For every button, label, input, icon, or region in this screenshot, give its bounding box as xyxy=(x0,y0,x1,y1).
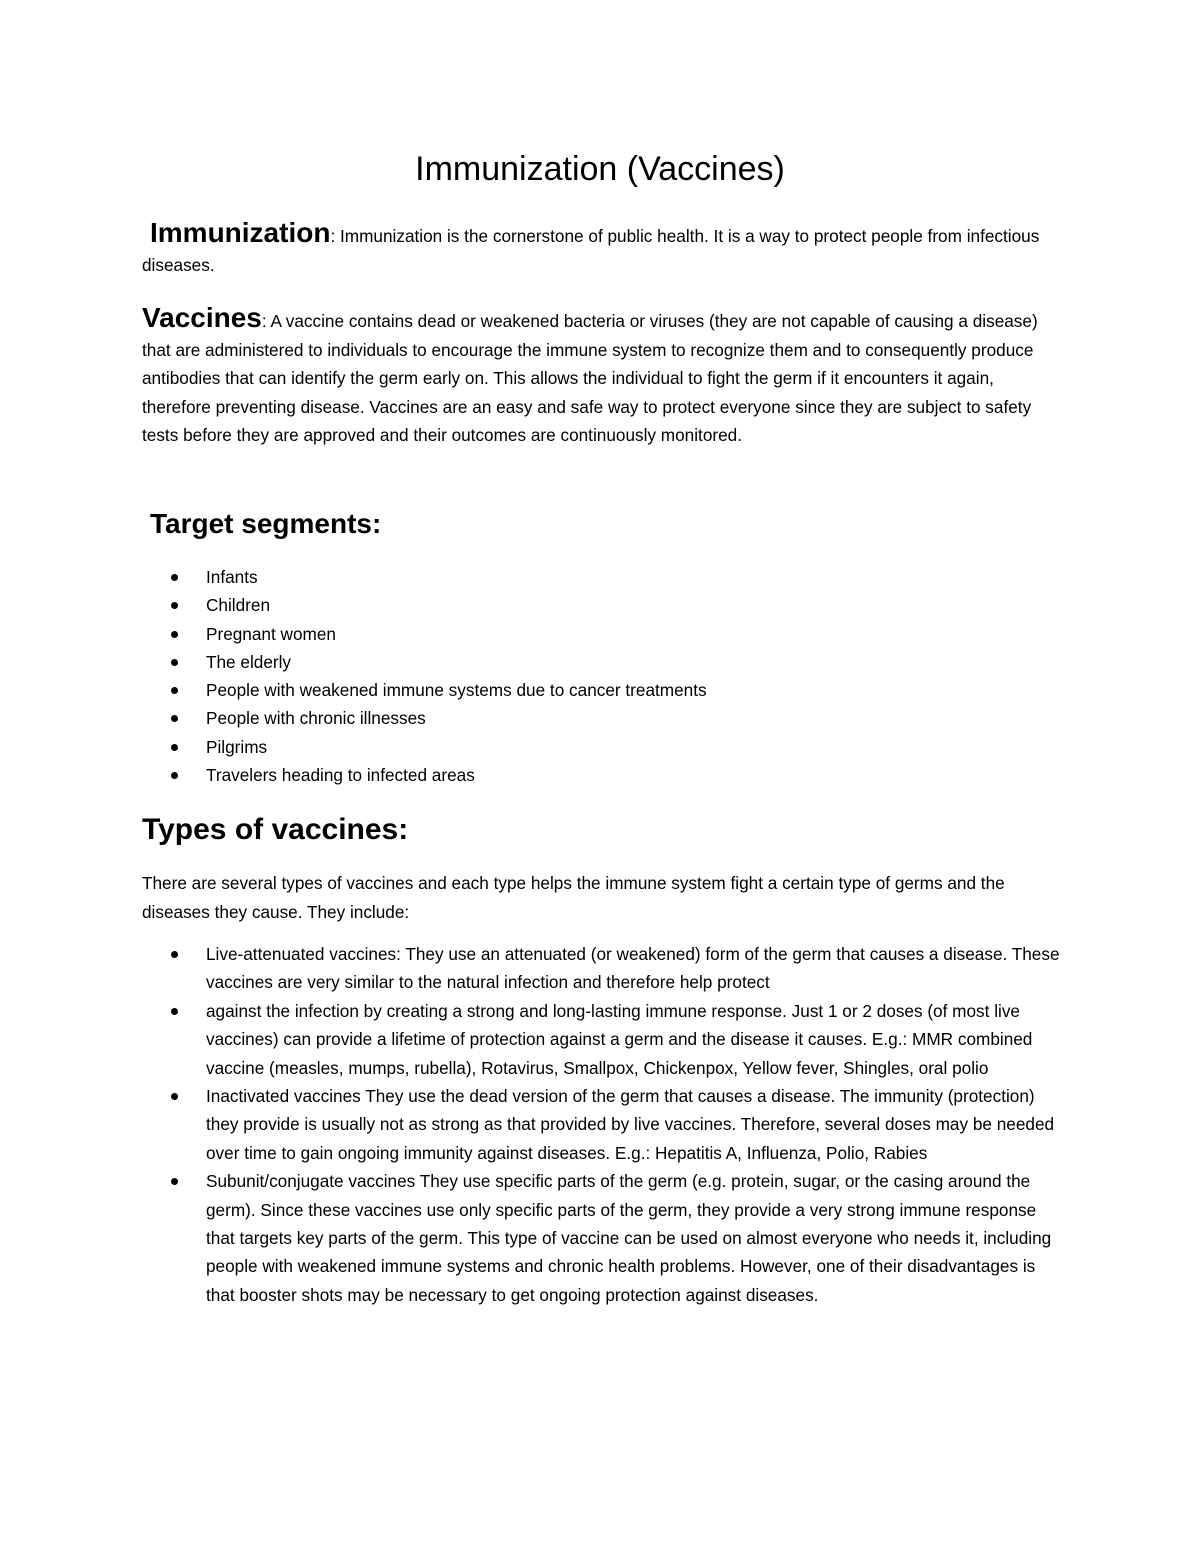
bullet-icon xyxy=(171,574,178,581)
target-segments-heading: Target segments: xyxy=(150,508,382,539)
bullet-icon xyxy=(171,744,178,751)
bullet-icon xyxy=(171,1178,178,1185)
list-item: Subunit/conjugate vaccines They use specific parts of the germ (e.g. protein, sugar, or the casing around the germ). Since these vaccines use only specific parts of the germ, they provide a very strong immune response that targets key parts of the germ. This type of vaccine can be used on almost everyone who needs it, including people with weakened immune systems and chronic health problems. However, one of their disadvantages is that booster shots may be necessary to get ongoing protection against diseases. xyxy=(142,1167,1062,1309)
bullet-icon xyxy=(171,687,178,694)
vaccines-term: Vaccines xyxy=(142,302,262,333)
list-item: The elderly xyxy=(142,648,1062,676)
list-item: against the infection by creating a strong and long-lasting immune response. Just 1 or 2 doses (of most live vaccines) can provide a lifetime of protection against a germ and the disease it causes. E.g.: MMR combined vaccine (measles, mumps, rubella), Rotavirus, Smallpox, Chickenpox, Yellow fever, Shingles, oral polio xyxy=(142,997,1062,1082)
vaccines-definition: : A vaccine contains dead or weakened bacteria or viruses (they are not capable of causing a disease) that are administered to individuals to encourage the immune system to recognize them and to consequently produce antibodies that can identify the germ early on. This allows the individual to fight the germ if it encounters it again, therefore preventing disease. Vaccines are an easy and safe way to protect everyone since they are subject to safety tests before they are approved and their outcomes are continuously monitored. xyxy=(142,311,1038,445)
target-segments-list xyxy=(142,563,1062,789)
immunization-term: Immunization xyxy=(150,217,331,248)
immunization-paragraph xyxy=(142,219,1062,279)
list-item: Infants xyxy=(142,563,1062,591)
bullet-icon xyxy=(171,631,178,638)
bullet-icon xyxy=(171,1008,178,1015)
immunization-definition: : Immunization is the cornerstone of public health. It is a way to protect people from infectious diseases. xyxy=(142,226,1040,275)
bullet-icon xyxy=(171,602,178,609)
vaccines-paragraph xyxy=(142,304,1062,450)
types-intro-paragraph: There are several types of vaccines and each type helps the immune system fight a certain type of germs and the diseases they cause. They include: xyxy=(142,873,1005,922)
bullet-icon xyxy=(171,659,178,666)
list-item: Inactivated vaccines They use the dead version of the germ that causes a disease. The immunity (protection) they provide is usually not as strong as that provided by live vaccines. Therefore, several doses may be needed over time to gain ongoing immunity against diseases. E.g.: Hepatitis A, Influenza, Polio, Rabies xyxy=(142,1082,1062,1167)
list-item: People with chronic illnesses xyxy=(142,704,1062,732)
bullet-icon xyxy=(171,772,178,779)
list-item: Live-attenuated vaccines: They use an attenuated (or weakened) form of the germ that causes a disease. These vaccines are very similar to the natural infection and therefore help protect xyxy=(142,940,1062,997)
list-item: Children xyxy=(142,591,1062,619)
list-item: People with weakened immune systems due to cancer treatments xyxy=(142,676,1062,704)
list-item: Pilgrims xyxy=(142,733,1062,761)
bullet-icon xyxy=(171,715,178,722)
bullet-icon xyxy=(171,1093,178,1100)
list-item: Travelers heading to infected areas xyxy=(142,761,1062,789)
page-title: Immunization (Vaccines) xyxy=(415,150,785,188)
types-of-vaccines-heading: Types of vaccines: xyxy=(142,813,409,846)
list-item: Pregnant women xyxy=(142,620,1062,648)
document-page xyxy=(142,0,1062,1553)
bullet-icon xyxy=(171,951,178,958)
vaccine-types-list xyxy=(142,940,1062,1309)
